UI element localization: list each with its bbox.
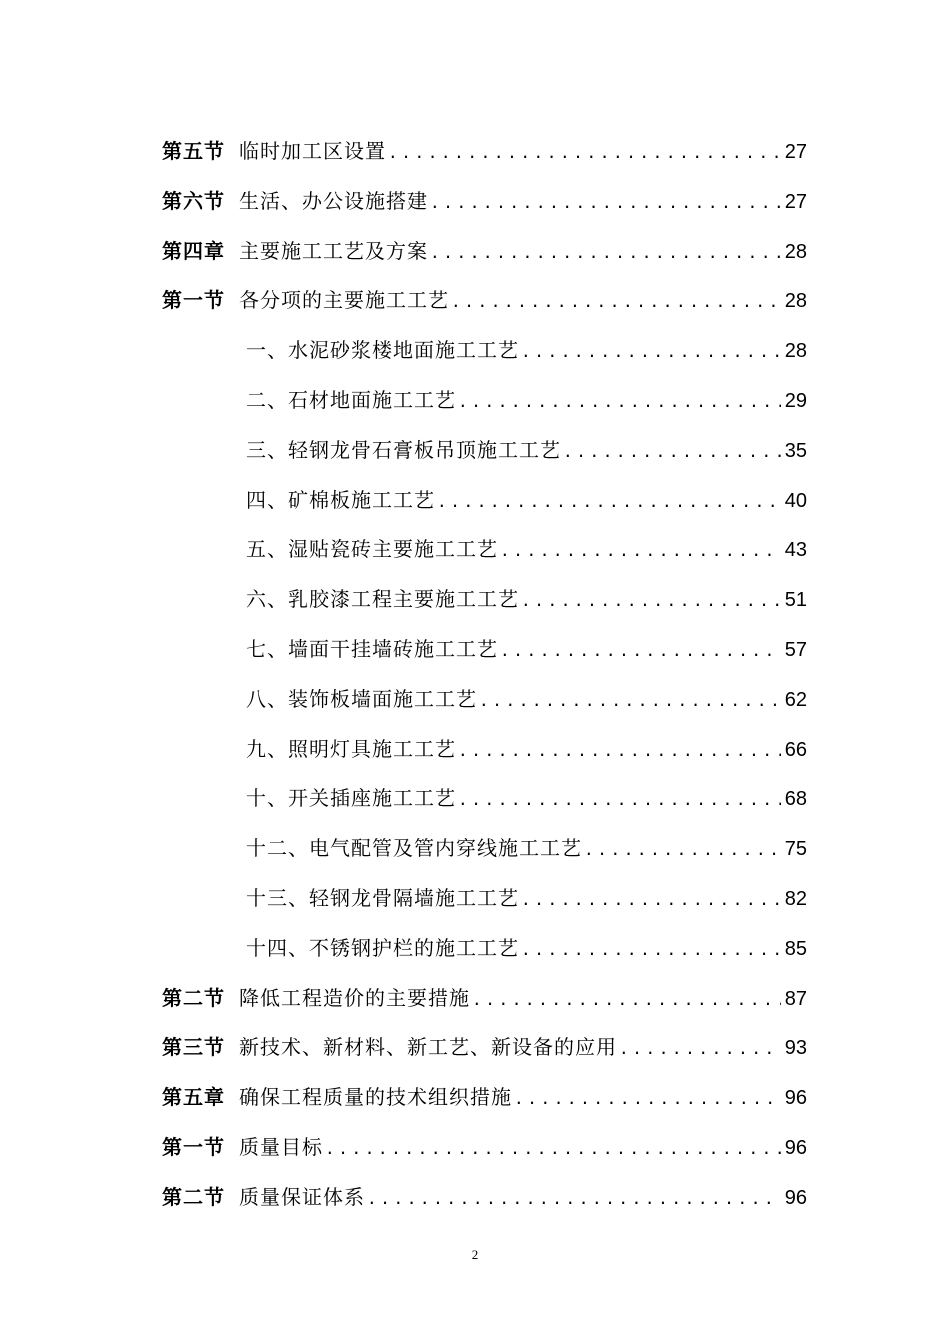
- toc-entry[interactable]: [162, 426, 807, 476]
- toc-entry-page: 96: [784, 1136, 807, 1159]
- dot-leader: [472, 975, 781, 1025]
- dot-leader: [619, 1024, 781, 1074]
- toc-entry-label: 第四章: [162, 238, 225, 263]
- toc-entry[interactable]: [162, 1073, 807, 1123]
- toc-entry-title: [162, 525, 498, 575]
- toc-entry[interactable]: [162, 874, 807, 924]
- dot-leader: [451, 277, 781, 327]
- toc-entry-page: 28: [784, 340, 807, 363]
- toc-entry-heading: 十三、轻钢龙骨隔墙施工工艺: [246, 885, 519, 910]
- toc-entry-heading: 生活、办公设施搭建: [239, 188, 428, 213]
- toc-entry-page: 29: [784, 389, 807, 412]
- toc-entry-heading: 新技术、新材料、新工艺、新设备的应用: [239, 1035, 617, 1060]
- toc-entry-title: [162, 376, 456, 426]
- toc-entry[interactable]: [162, 1173, 807, 1223]
- dot-leader: [521, 327, 781, 377]
- toc-entry-heading: 各分项的主要施工工艺: [239, 288, 449, 313]
- dot-leader: [430, 228, 781, 278]
- toc-entry-page: 28: [784, 290, 807, 313]
- toc-entry-page: 27: [784, 190, 807, 213]
- toc-entry[interactable]: [162, 177, 807, 227]
- toc-entry[interactable]: [162, 326, 807, 376]
- toc-entry-page: 27: [784, 141, 807, 163]
- toc-entry-title: [162, 874, 519, 924]
- dot-leader: [500, 626, 781, 676]
- dot-leader: [479, 676, 781, 726]
- toc-entry[interactable]: [162, 376, 807, 426]
- toc-entry-page: 85: [784, 937, 807, 960]
- toc-entry-heading: 五、湿贴瓷砖主要施工工艺: [246, 537, 498, 562]
- toc-entry-page: 66: [784, 738, 807, 761]
- toc-entry-heading: 降低工程造价的主要措施: [239, 985, 470, 1010]
- dot-leader: [521, 576, 781, 626]
- toc-entry[interactable]: [162, 725, 807, 775]
- toc-entry[interactable]: [162, 924, 807, 974]
- toc-entry-page: 68: [784, 788, 807, 811]
- toc-entry-page: 96: [784, 1087, 807, 1110]
- toc-entry-label: 第五章: [162, 1085, 225, 1110]
- toc-entry-title: [162, 1123, 323, 1173]
- toc-entry[interactable]: [162, 974, 807, 1024]
- toc-entry[interactable]: [162, 824, 807, 874]
- toc-entry[interactable]: [162, 675, 807, 725]
- dot-leader: [458, 377, 781, 427]
- toc-entry-heading: 四、矿棉板施工工艺: [246, 487, 435, 512]
- toc-entry-heading: 七、墙面干挂墙砖施工工艺: [246, 636, 498, 661]
- toc-entry-page: 93: [784, 1037, 807, 1060]
- toc-entry-title: [162, 476, 435, 526]
- toc-entry-heading: 六、乳胶漆工程主要施工工艺: [246, 587, 519, 612]
- toc-entry-page: 96: [784, 1186, 807, 1209]
- toc-entry[interactable]: [162, 276, 807, 326]
- dot-leader: [521, 925, 781, 975]
- toc-entry-page: 51: [784, 589, 807, 612]
- toc-entry-page: 28: [784, 240, 807, 263]
- dot-leader: [521, 875, 781, 925]
- toc-entry-label: 第一节: [162, 1134, 225, 1159]
- toc-entry-title: [162, 276, 449, 326]
- toc-entry-page: 40: [784, 489, 807, 512]
- toc-entry-label: 第五节: [162, 139, 225, 163]
- toc-entry-title: [162, 924, 519, 974]
- toc-entry-heading: 质量保证体系: [239, 1184, 365, 1209]
- toc-entry[interactable]: [162, 575, 807, 625]
- toc-entry[interactable]: [162, 127, 807, 177]
- toc-entry-title: [162, 1023, 617, 1073]
- toc-entry-page: 75: [784, 838, 807, 861]
- toc-entry-heading: 九、照明灯具施工工艺: [246, 736, 456, 761]
- dot-leader: [514, 1074, 781, 1124]
- toc-entry-page: 43: [784, 539, 807, 562]
- toc-entry-page: 62: [784, 688, 807, 711]
- toc-entry-heading: 一、水泥砂浆楼地面施工工艺: [246, 338, 519, 363]
- toc-entry-label: 第二节: [162, 985, 225, 1010]
- toc-entry-label: 第一节: [162, 288, 225, 313]
- toc-entry-heading: 八、装饰板墙面施工工艺: [246, 686, 477, 711]
- toc-entry-title: [162, 675, 477, 725]
- dot-leader: [388, 128, 781, 178]
- toc-entry-title: [162, 824, 582, 874]
- toc-entry-title: [162, 127, 386, 177]
- toc-entry[interactable]: [162, 1123, 807, 1173]
- dot-leader: [458, 726, 781, 776]
- toc-entry-title: [162, 774, 456, 824]
- toc-entry[interactable]: [162, 227, 807, 277]
- toc-entry-label: 第六节: [162, 188, 225, 213]
- toc-entry-heading: 十四、不锈钢护栏的施工工艺: [246, 935, 519, 960]
- toc-entry-heading: 主要施工工艺及方案: [239, 238, 428, 263]
- dot-leader: [325, 1124, 781, 1174]
- toc-entry-title: [162, 227, 428, 277]
- toc-entry-heading: 十、开关插座施工工艺: [246, 786, 456, 811]
- toc-entry-label: 第三节: [162, 1035, 225, 1060]
- toc-entry-heading: 三、轻钢龙骨石膏板吊顶施工工艺: [246, 437, 561, 462]
- toc-entry[interactable]: [162, 476, 807, 526]
- toc-entry-page: 57: [784, 638, 807, 661]
- toc-entry-heading: 二、石材地面施工工艺: [246, 387, 456, 412]
- dot-leader: [437, 477, 781, 527]
- toc-entry-title: [162, 426, 561, 476]
- dot-leader: [367, 1174, 781, 1224]
- toc-entry-title: [162, 625, 498, 675]
- toc-entry-heading: 十二、电气配管及管内穿线施工工艺: [246, 836, 582, 861]
- toc-entry[interactable]: [162, 1023, 807, 1073]
- toc-entry-title: [162, 1073, 512, 1123]
- toc-entry-page: 35: [784, 439, 807, 462]
- dot-leader: [584, 825, 781, 875]
- toc-entry[interactable]: [162, 625, 807, 675]
- dot-leader: [430, 178, 781, 228]
- toc-entry-page: 87: [784, 987, 807, 1010]
- toc-entry-title: [162, 326, 519, 376]
- toc-entry[interactable]: [162, 774, 807, 824]
- toc-entry-title: [162, 725, 456, 775]
- toc-entry-page: 82: [784, 887, 807, 910]
- dot-leader: [458, 775, 781, 825]
- dot-leader: [563, 427, 781, 477]
- toc-entry-label: 第二节: [162, 1184, 225, 1209]
- toc-entry-heading: 质量目标: [239, 1134, 323, 1159]
- dot-leader: [500, 526, 781, 576]
- toc-entry[interactable]: [162, 525, 807, 575]
- table-of-contents: [162, 127, 807, 1223]
- toc-entry-title: [162, 177, 428, 227]
- toc-entry-heading: 确保工程质量的技术组织措施: [239, 1085, 512, 1110]
- toc-entry-title: [162, 575, 519, 625]
- toc-entry-heading: 临时加工区设置: [239, 139, 386, 163]
- toc-entry-title: [162, 1173, 365, 1223]
- toc-entry-title: [162, 974, 470, 1024]
- page-number: 2: [471, 1247, 479, 1262]
